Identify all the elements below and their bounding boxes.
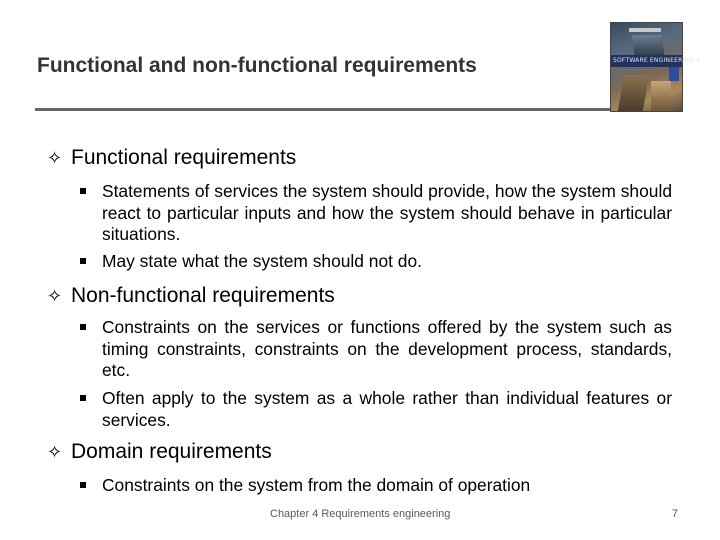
list-item-text: Constraints on the system from the domain of operation <box>102 475 531 495</box>
square-bullet-icon <box>80 188 86 194</box>
diamond-bullet-icon: ✧ <box>47 286 63 307</box>
square-bullet-icon <box>80 482 86 488</box>
section-heading-domain <box>47 440 272 464</box>
section-heading-text: Domain requirements <box>71 440 272 463</box>
section-heading-text: Functional requirements <box>71 146 297 169</box>
square-bullet-icon <box>80 258 86 264</box>
list-item-text: Statements of services the system should provide, how the system should react to particular inputs and how the system should behave in particular situations. <box>102 181 672 244</box>
square-bullet-icon <box>80 324 86 330</box>
section-heading-text: Non-functional requirements <box>71 284 335 307</box>
diamond-bullet-icon: ✧ <box>47 442 63 463</box>
list-item <box>80 251 672 273</box>
diamond-bullet-icon: ✧ <box>47 148 63 169</box>
list-item-text: May state what the system should not do. <box>102 251 422 271</box>
list-item-text: Constraints on the services or functions offered by the system such as timing constraints, constraints on the development process, standards, etc. <box>102 317 672 380</box>
list-item <box>80 388 672 431</box>
list-item-text: Often apply to the system as a whole rather than individual features or services. <box>102 388 672 430</box>
page-number: 7 <box>671 508 678 520</box>
cover-title-text: SOFTWARE ENGINEERING 9 <box>613 57 701 64</box>
list-item <box>80 317 672 382</box>
book-cover-image <box>610 22 701 112</box>
title-divider <box>35 108 615 111</box>
list-item <box>80 181 672 246</box>
footer-text: Chapter 4 Requirements engineering <box>270 508 451 520</box>
section-heading-non-functional <box>47 284 335 308</box>
square-bullet-icon <box>80 395 86 401</box>
list-item <box>80 475 672 497</box>
section-heading-functional <box>47 146 296 170</box>
slide-title: Functional and non-functional requirements <box>37 54 477 77</box>
